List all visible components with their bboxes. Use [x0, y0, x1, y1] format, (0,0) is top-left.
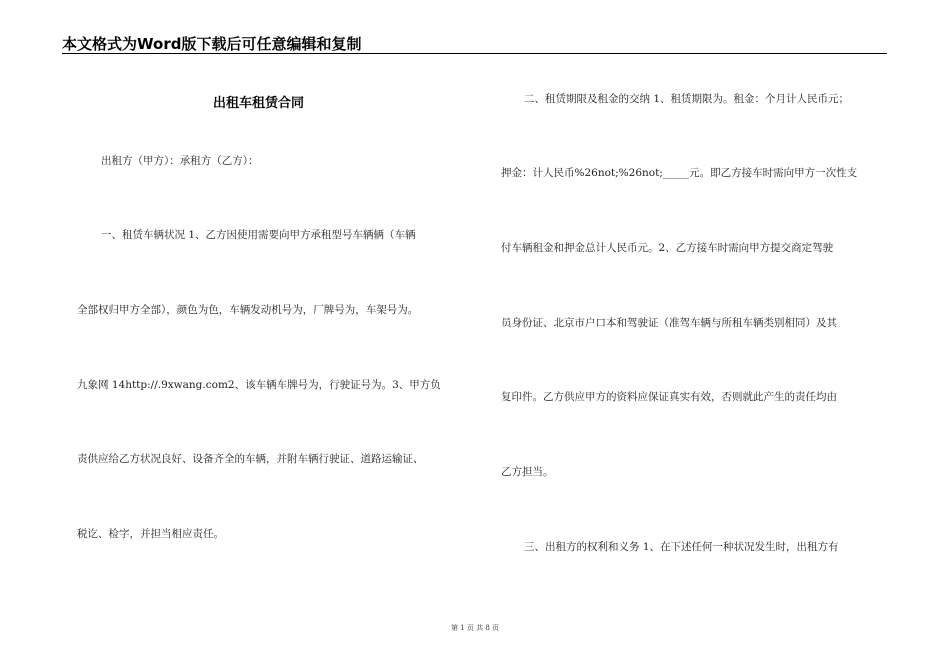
left-paragraph-line: 九象网 14http://.9xwang.com2、该车辆车牌号为，行驶证号为。3、甲方负	[77, 379, 441, 391]
right-paragraph-line: 三、出租方的权利和义务 1、在下述任何一种状况发生时，出租方有	[524, 541, 839, 553]
left-paragraph-line: 一、租赁车辆状况 1、乙方因使用需要向甲方承租型号车辆辆（车辆	[101, 229, 416, 241]
right-paragraph-line: 押金：计人民币%26not;%26not;_____元。即乙方接车时需向甲方一次性支	[501, 167, 858, 179]
left-paragraph-line: 全部权归甲方全部），颜色为色，车辆发动机号为，厂牌号为，车架号为。	[77, 304, 419, 316]
right-paragraph-line: 复印件。乙方供应甲方的资料应保证真实有效，否则就此产生的责任均由	[501, 391, 837, 403]
right-paragraph-line: 付车辆租金和押金总计人民币元。2、乙方接车时需向甲方提交商定驾驶	[501, 242, 834, 254]
left-paragraph-line: 责供应给乙方状况良好、设备齐全的车辆，并附车辆行驶证、道路运输证、	[77, 453, 424, 465]
document-title: 出租车租赁合同	[213, 96, 305, 111]
header-banner: 本文格式为Word版下载后可任意编辑和复制	[62, 35, 362, 53]
right-paragraph-line: 员身份证、北京市户口本和驾驶证（准驾车辆与所租车辆类别相同）及其	[501, 317, 837, 329]
left-paragraph-line: 税讫、检字，并担当相应责任。	[77, 528, 224, 540]
left-paragraph-line: 出租方（甲方）：承租方（乙方）：	[101, 155, 259, 167]
right-paragraph-line: 乙方担当。	[501, 466, 554, 478]
right-paragraph-line: 二、租赁期限及租金的交纳 1、租赁期限为。租金：个月计人民币元；	[524, 93, 850, 105]
header-rule	[62, 53, 887, 54]
page-number: 第 1 页 共 8 页	[450, 624, 500, 632]
